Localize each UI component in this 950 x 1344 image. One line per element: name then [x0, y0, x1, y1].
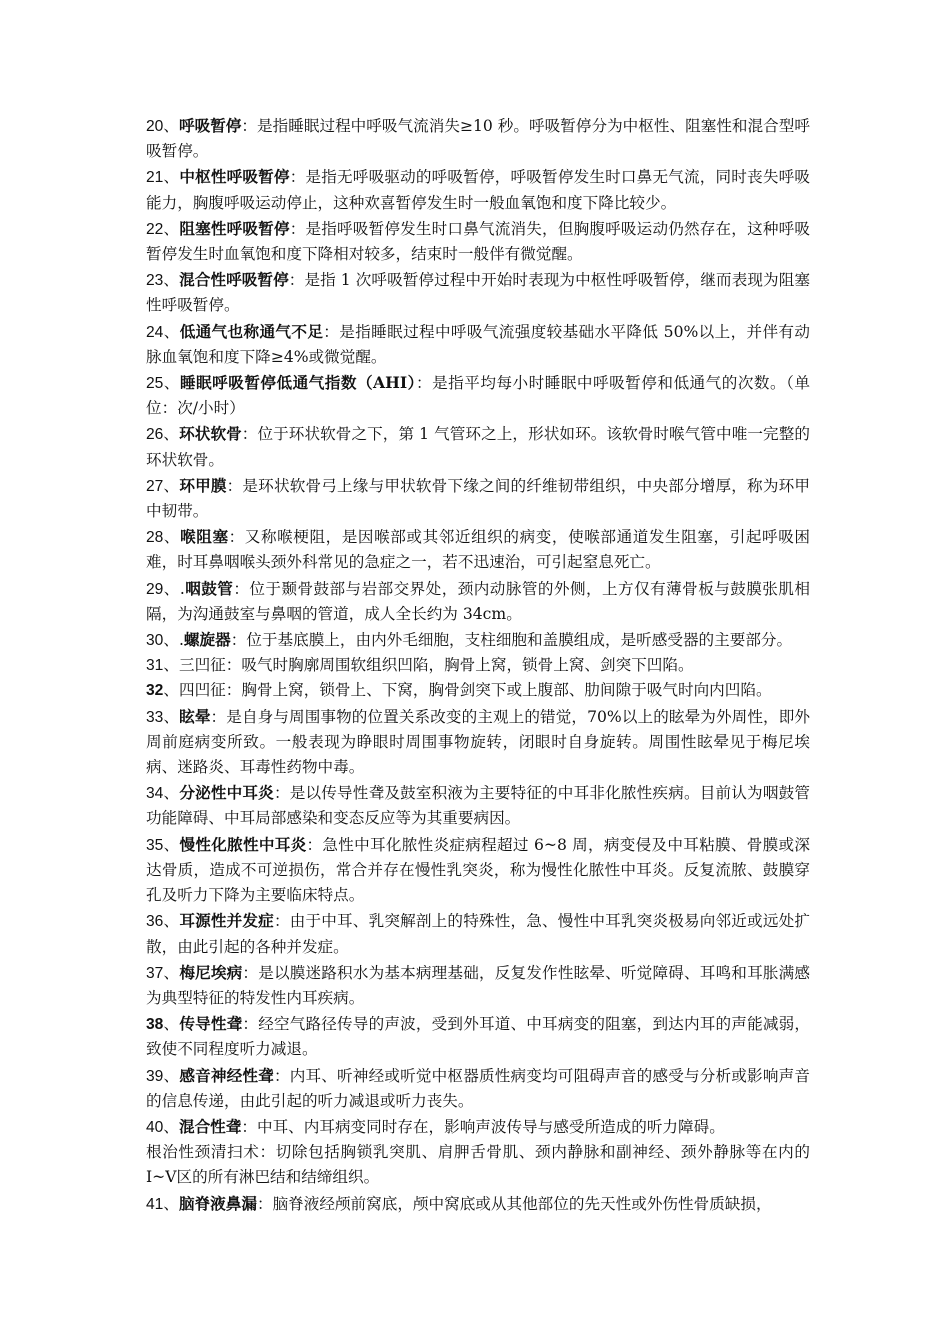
entry-colon: ： [226, 476, 243, 495]
entry-number: 22 [146, 220, 164, 238]
glossary-entry [146, 1191, 810, 1217]
entry-number: 27 [146, 477, 164, 495]
glossary-entry [146, 1114, 810, 1140]
entry-term: 感音神经性聋 [179, 1065, 274, 1085]
entry-number: 31 [146, 657, 164, 675]
entry-colon: ： [289, 168, 306, 187]
entry-term: 耳源性并发症 [179, 911, 274, 931]
entry-colon: ： [242, 963, 259, 982]
entry-colon: ： [228, 528, 245, 547]
entry-colon: ： [289, 219, 306, 238]
entry-number: 35 [146, 836, 164, 854]
entry-definition: 是指睡眠过程中呼吸气流消失≥10 秒。呼吸暂停分为中枢性、阻塞性和混合型呼吸暂停。 [146, 117, 810, 161]
entry-term: 螺旋器 [183, 630, 231, 650]
entry-definition: 是自身与周围事物的位置关系改变的主观上的错觉，70%以上的眩晕为外周性，即外周前庭病变所致。一般表现为睁眼时周围事物旋转，闭眼时自身旋转。周围性眩晕见于梅尼埃病、迷路炎、耳毒性药物中毒。 [146, 707, 810, 777]
entry-colon: ： [306, 835, 323, 854]
glossary-entry [146, 960, 810, 1011]
glossary-entry [146, 653, 810, 678]
entry-number: 26 [146, 426, 164, 444]
entry-term: 眩晕 [179, 706, 211, 726]
entry-separator: 、 [163, 656, 179, 675]
entry-separator: 、 [163, 219, 180, 238]
glossary-entry [146, 678, 810, 703]
entry-term: 混合性聋 [178, 1116, 242, 1136]
glossary-entry [146, 780, 810, 831]
entry-number: 37 [146, 964, 164, 982]
entry-definition: 是指睡眠过程中呼吸气流强度较基础水平降低 50%以上，并伴有动脉血氧饱和度下降≥4%或微觉醒。 [146, 322, 810, 366]
entry-colon: ： [273, 784, 290, 803]
entry-definition: 是指无呼吸驱动的呼吸暂停，呼吸暂停发生时口鼻无气流，同时丧失呼吸能力，胸腹呼吸运动停止，这种欢喜暂停发生时一般血氧饱和度下降比较少。 [146, 168, 810, 212]
glossary-list [146, 113, 810, 1217]
entry-separator: 、 [163, 963, 180, 982]
entry-colon: ： [256, 1194, 273, 1213]
entry-term: 分泌性中耳炎 [179, 783, 274, 803]
entry-definition: 根治性颈清扫术：切除包括胸锁乳突肌、肩胛舌骨肌、颈内静脉和副神经、颈外静脉等在内的Ⅰ~Ⅴ区的所有淋巴结和结缔组织。 [146, 1143, 810, 1187]
entry-definition: 是以膜迷路积水为基本病理基础，反复发作性眩晕、听觉障碍、耳鸣和耳胀满感为典型特征的特发性内耳疾病。 [146, 963, 810, 1007]
entry-colon: ： [241, 425, 258, 444]
glossary-entry [146, 832, 810, 909]
entry-colon: ： [288, 271, 305, 290]
glossary-entry [146, 524, 810, 575]
entry-number: 20 [146, 118, 164, 135]
entry-number: 33 [146, 708, 164, 726]
entry-definition: 是指平均每小时睡眠中呼吸暂停和低通气的次数。（单位：次/小时） [146, 374, 810, 418]
entry-separator: 、 [163, 1117, 179, 1136]
entry-separator: 、 [163, 681, 179, 700]
entry-number: 39 [146, 1067, 164, 1085]
glossary-entry [146, 267, 810, 318]
entry-definition: 又称喉梗阻，是因喉部或其邻近组织的病变，使喉部通道发生阻塞，引起呼吸困难，时耳鼻咽喉头颈外科常见的急症之一，若不迅速治，可引起窒息死亡。 [146, 528, 810, 572]
entry-separator: 、 [163, 322, 180, 341]
entry-colon: ： [210, 707, 227, 726]
entry-number: 21 [146, 169, 164, 187]
glossary-entry [146, 113, 810, 164]
entry-definition: 由于中耳、乳突解剖上的特殊性，急、慢性中耳乳突炎极易向邻近或远处扩散，由此引起的各种并发症。 [146, 912, 810, 956]
glossary-entry [146, 164, 810, 215]
entry-term: 喉阻塞 [180, 527, 229, 547]
glossary-entry [146, 421, 810, 472]
entry-separator: 、 [163, 784, 180, 803]
entry-number: 32 [146, 682, 164, 700]
entry-definition: 中耳、内耳病变同时存在，影响声波传导与感受所造成的听力障碍。 [256, 1117, 725, 1136]
entry-term: 阻塞性呼吸暂停 [179, 218, 290, 238]
glossary-entry [146, 704, 810, 781]
entry-separator: 、 [163, 374, 180, 393]
entry-definition: 急性中耳化脓性炎症病程超过 6~8 周，病变侵及中耳粘膜、骨膜或深达骨质，造成不可逆损伤，常合并存在慢性乳突炎，称为慢性化脓性中耳炎。反复流脓、鼓膜穿孔及听力下降为主要临床特点。 [146, 835, 810, 905]
glossary-entry [146, 319, 810, 370]
entry-colon: ： [230, 631, 247, 650]
entry-definition: 三凹征：吸气时胸廓周围软组织凹陷，胸骨上窝，锁骨上窝、剑突下凹陷。 [178, 656, 694, 675]
entry-separator: 、 [163, 425, 180, 444]
entry-definition: 是以传导性聋及鼓室积液为主要特征的中耳非化脓性疾病。目前认为咽鼓管功能障碍、中耳局部感染和变态反应等为其重要病因。 [146, 784, 810, 828]
entry-separator: 、 [163, 528, 181, 547]
entry-number: 41 [146, 1195, 164, 1213]
entry-number: 36 [146, 913, 164, 931]
glossary-entry [146, 576, 810, 627]
entry-term: 混合性呼吸暂停 [179, 270, 289, 290]
glossary-entry [146, 473, 810, 524]
entry-number: 34 [146, 785, 164, 803]
entry-definition: 是指 1 次呼吸暂停过程中开始时表现为中枢性呼吸暂停，继而表现为阻塞性呼吸暂停。 [146, 271, 810, 315]
entry-term: 环状软骨 [179, 424, 242, 444]
entry-separator: 、 [163, 835, 180, 854]
entry-definition: 四凹征：胸骨上窝，锁骨上、下窝，胸骨剑突下或上腹部、肋间隙于吸气时向内凹陷。 [178, 681, 772, 700]
entry-separator: 、 [163, 1194, 179, 1213]
entry-term: 梅尼埃病 [179, 962, 243, 982]
entry-colon: ： [273, 1066, 290, 1085]
glossary-entry [146, 1140, 810, 1190]
entry-term: 慢性化脓性中耳炎 [179, 834, 307, 854]
entry-number: 30 [146, 632, 164, 650]
entry-separator: 、 [163, 476, 180, 495]
entry-number: 23 [146, 272, 164, 290]
entry-separator: 、 [163, 1015, 180, 1034]
entry-definition: 脑脊液经颅前窝底，颅中窝底或从其他部位的先天性或外伤性骨质缺损， [272, 1194, 772, 1213]
entry-number: 40 [146, 1118, 164, 1136]
entry-number: 25 [146, 375, 164, 393]
entry-definition: 经空气路径传导的声波，受到外耳道、中耳病变的阻塞，到达内耳的声能减弱，致使不同程度听力减退。 [146, 1015, 810, 1059]
entry-separator: 、 [163, 707, 180, 726]
entry-colon: ： [241, 117, 258, 135]
entry-colon: ： [233, 579, 250, 598]
glossary-entry [146, 216, 810, 267]
entry-separator: 、 [163, 117, 179, 135]
glossary-entry [146, 627, 810, 653]
entry-separator: 、. [163, 631, 184, 650]
entry-term: 环甲膜 [179, 475, 227, 495]
glossary-entry [146, 370, 810, 421]
entry-term: 脑脊液鼻漏 [178, 1193, 257, 1213]
entry-term: 低通气也称通气不足 [179, 321, 324, 341]
entry-separator: 、 [163, 1066, 180, 1085]
entry-number: 28 [146, 529, 164, 547]
entry-number: 38 [146, 1016, 164, 1034]
entry-separator: 、 [163, 168, 180, 187]
entry-term: 睡眠呼吸暂停低通气指数（AHI） [179, 373, 416, 393]
glossary-entry [146, 908, 810, 959]
entry-colon: ： [415, 374, 433, 393]
glossary-entry [146, 1063, 810, 1114]
entry-term: 中枢性呼吸暂停 [179, 167, 290, 187]
glossary-entry [146, 1011, 810, 1062]
entry-colon: ： [323, 322, 340, 341]
entry-separator: 、 [163, 912, 180, 931]
entry-term: 传导性聋 [179, 1014, 243, 1034]
entry-definition: 内耳、听神经或听觉中枢器质性病变均可阻碍声音的感受与分析或影响声音的信息传递，由此引起的听力减退或听力丧失。 [146, 1066, 810, 1110]
entry-colon: ： [242, 1015, 259, 1034]
entry-term: 咽鼓管 [184, 578, 234, 598]
entry-separator: 、 [163, 271, 180, 290]
entry-definition: 是环状软骨弓上缘与甲状软骨下缘之间的纤维韧带组织，中央部分增厚，称为环甲中韧带。 [146, 476, 810, 521]
entry-definition: 是指呼吸暂停发生时口鼻气流消失，但胸腹呼吸运动仍然存在，这种呼吸暂停发生时血氧饱和度下降相对较多，结束时一般伴有微觉醒。 [146, 219, 810, 264]
entry-definition: 位于基底膜上，由内外毛细胞，支柱细胞和盖膜组成，是听感受器的主要部分。 [246, 631, 793, 650]
entry-colon: ： [273, 912, 290, 931]
entry-number: 29 [146, 580, 164, 598]
entry-term: 呼吸暂停 [178, 116, 242, 135]
entry-colon: ： [241, 1117, 257, 1136]
entry-number: 24 [146, 323, 164, 341]
entry-definition: 位于颞骨鼓部与岩部交界处，颈内动脉管的外侧，上方仅有薄骨板与鼓膜张肌相隔，为沟通鼓室与鼻咽的管道，成人全长约为 34cm。 [146, 579, 810, 623]
entry-separator: 、. [163, 579, 185, 598]
entry-definition: 位于环状软骨之下，第 1 气管环之上，形状如环。该软骨时喉气管中唯一完整的环状软骨。 [146, 425, 810, 469]
